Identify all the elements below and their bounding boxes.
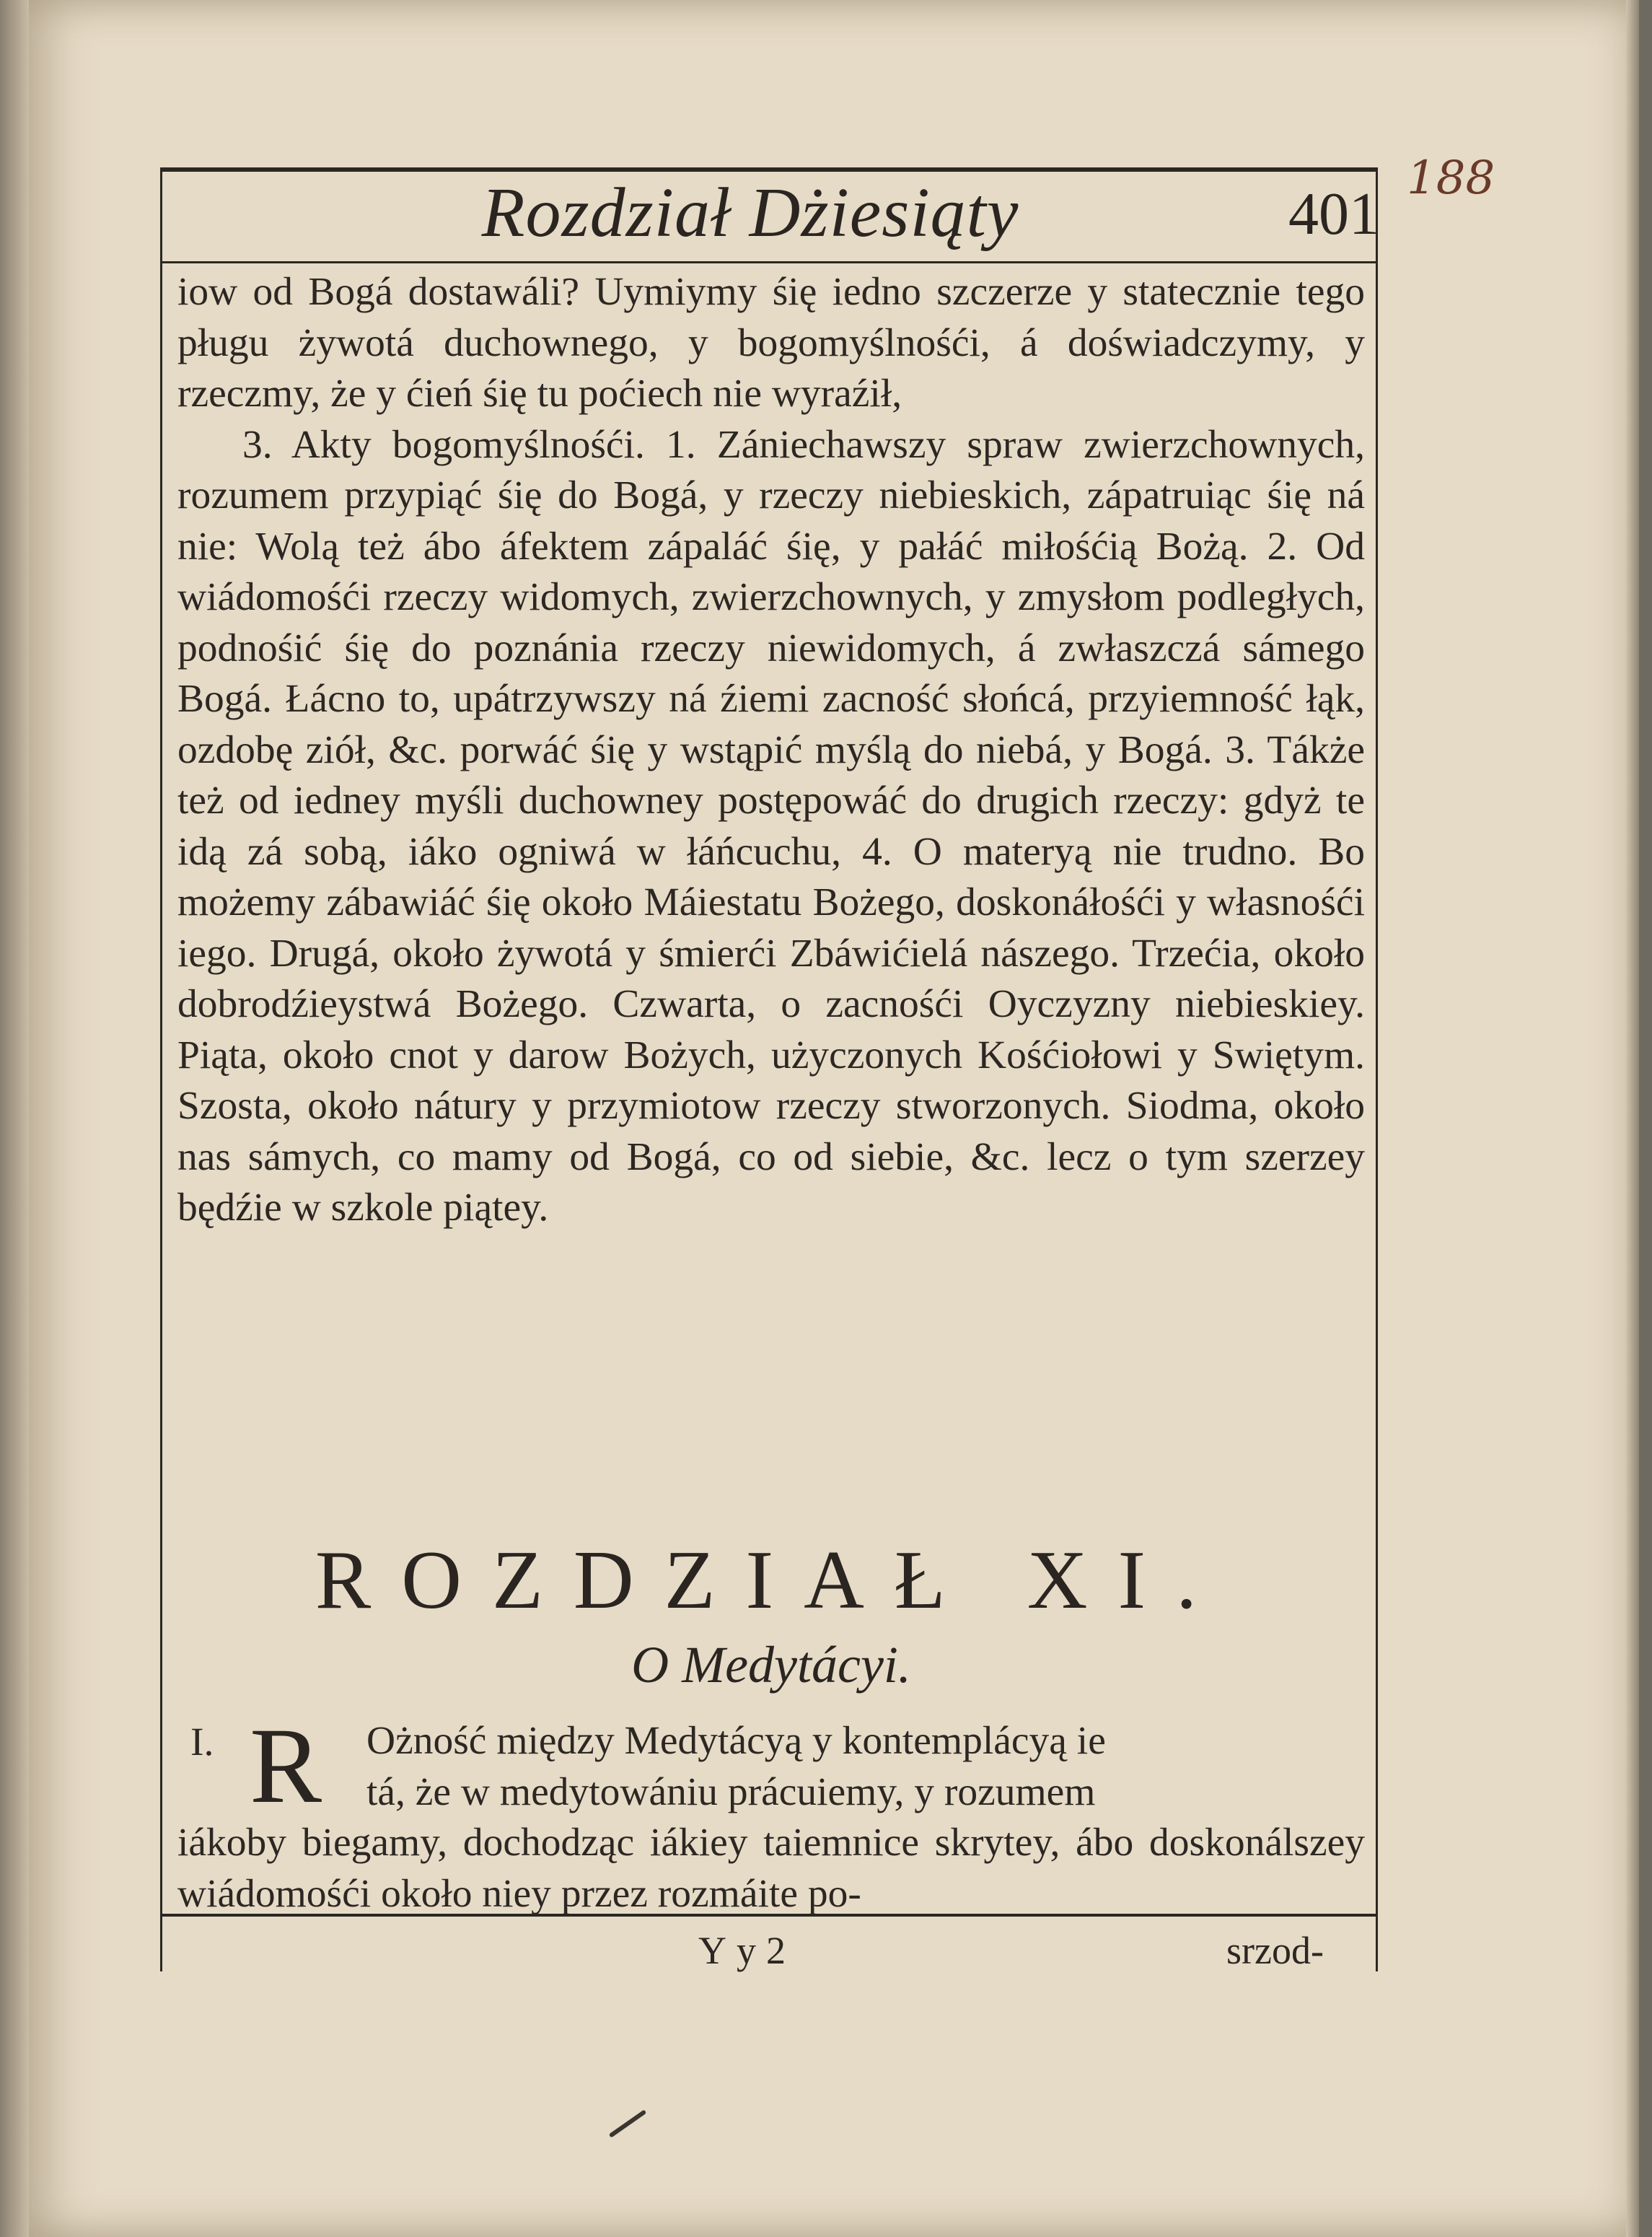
adjacent-page-edge xyxy=(0,0,29,2237)
drop-cap: R xyxy=(250,1706,322,1826)
page-edge-shadow xyxy=(1626,0,1639,2237)
paragraph: iow od Bogá dostawáli? Uymiymy śię iedno szczerze y statecznie tego pługu żywotá duchownego, y bogomyślnośći, á doświadczymy, y rzeczmy, że y ćień śię tu poćiech nie wyraźił, xyxy=(177,270,1365,416)
catchword: srzod- xyxy=(1226,1929,1324,1972)
top-rule xyxy=(160,167,1378,172)
header-rule xyxy=(160,261,1378,263)
paragraph: 3. Akty bogomyślnośći. 1. Zániechawszy spraw zwierzchownych, rozumem przypiąć śię do Bogá, y rzeczy niebieskich, zápatruiąc śię ná nie: Wolą też ábo áfektem zápaláć śię, y pałáć miłośćią Bożą. 2. Od wiádomośći rzeczy widomych, zwierzchownych, y zmysłom podległych, podnośić śię do poznánia rzeczy niewidomych, á zwłaszczá sámego Bogá. Łácno to, upátrzywszy ná źiemi zacność słońcá, przyiemność łąk, ozdobę ziół, &c. porwáć śię y wstąpić myślą do niebá, y Bogá. 3. Tákże też od iedney myśli duchowney postępowáć do drugich rzeczy: gdyż te idą zá sobą, iáko ogniwá w łáńcuchu, 4. O materyą nie trudno. Bo możemy zábawiáć śię około Máiestatu Bożego, doskonáłośći y własnośći iego. Drugá, około żywotá y śmierći Zbáwićielá nászego. Trzećia, około dobrodźieystwá Bożego. Czwarta, o zacnośći Oyczyzny niebieskiey. Piąta, około cnot y darow Bożych, użyczonych Kośćiołowi y Swiętym. Szosta, około nátury y przymiotow rzeczy stworzonych. Siodma, około nas sámych, co mamy od Bogá, co od siebie, &c. lecz o tym szerzey będźie w szkole piątey. xyxy=(177,422,1365,1230)
section-line: Ożność między Medytácyą y kontemplácyą ie xyxy=(366,1719,1106,1763)
section-1 xyxy=(177,1706,1365,1919)
section-text: iákoby biegamy, dochodząc iákiey taiemnice skrytey, ábo doskonálszey wiádomośći około niey przez rozmáite po- xyxy=(177,1821,1365,1916)
section-number: I. xyxy=(190,1720,214,1764)
running-title: Rozdział Dżiesiąty xyxy=(481,174,1019,252)
chapter-subtitle: O Medytácyi. xyxy=(631,1636,911,1694)
page-number: 401 xyxy=(1288,180,1379,248)
body-text xyxy=(177,267,1365,1234)
chapter-title: ROZDZIAŁ XI. xyxy=(315,1534,1228,1627)
signature-mark: Yy2 xyxy=(698,1929,796,1972)
folio-annotation: 188 xyxy=(1407,152,1495,205)
section-line: tá, że w medytowániu prácuiemy, y rozumem xyxy=(366,1769,1096,1814)
